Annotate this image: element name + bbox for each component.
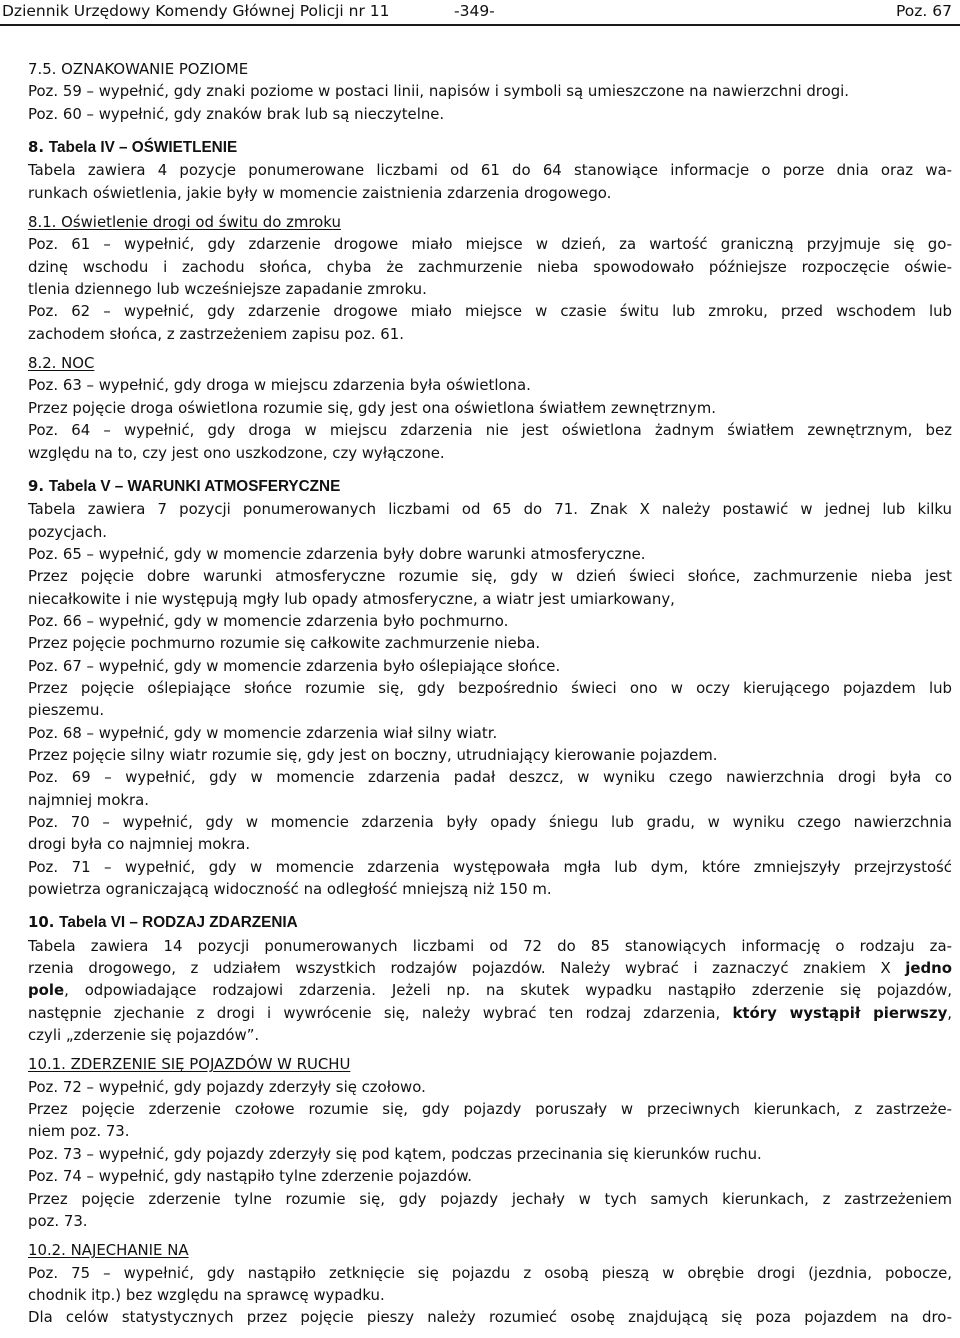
paragraph: niem poz. 73.: [28, 1122, 130, 1141]
paragraph: czyli „zderzenie się pojazdów”.: [28, 1026, 260, 1045]
section-heading: 10. Tabela VI – RODZAJ ZDARZENIA: [28, 913, 298, 932]
paragraph: Poz. 75 – wypełnić, gdy nastąpiło zetknięcie się pojazdu z osobą pieszą w obrębie drogi (jezdnia, pobocze,: [28, 1263, 952, 1282]
paragraph: Poz. 74 – wypełnić, gdy nastąpiło tylne zderzenie pojazdów.: [28, 1167, 473, 1186]
paragraph: dzinę wschodu i zachodu słońca, chyba że zachmurzenie nieba spowodowało późniejsze rozpoczęcie oświe-: [28, 257, 952, 276]
paragraph: tlenia dziennego lub wcześniejsze zapadanie zmroku.: [28, 280, 427, 299]
paragraph: chodnik itp.) bez względu na sprawcę wypadku.: [28, 1285, 385, 1304]
paragraph: najmniej mokra.: [28, 790, 150, 809]
subsection-heading: 10.1. ZDERZENIE SIĘ POJAZDÓW W RUCHU: [28, 1055, 351, 1074]
paragraph: runkach oświetlenia, jakie były w momencie zaistnienia zdarzenia drogowego.: [28, 183, 612, 202]
paragraph: powietrza ograniczającą widoczność na odległość mniejszą niż 150 m.: [28, 880, 552, 899]
subsection-heading: 10.2. NAJECHANIE NA: [28, 1241, 189, 1260]
paragraph: pole, odpowiadające rodzajowi zdarzenia. Jeżeli np. na skutek wypadku nastąpiło zderzenie się pojazdów,: [28, 981, 952, 1000]
paragraph: Poz. 60 – wypełnić, gdy znaków brak lub są nieczytelne.: [28, 104, 445, 123]
page-number: -349-: [454, 2, 495, 20]
paragraph: Przez pojęcie pochmurno rozumie się całkowite zachmurzenie nieba.: [28, 634, 541, 653]
paragraph: drogi była co najmniej mokra.: [28, 835, 251, 854]
paragraph: Przez pojęcie silny wiatr rozumie się, gdy jest on boczny, utrudniający kierowanie pojazdem.: [28, 745, 718, 764]
paragraph: Poz. 70 – wypełnić, gdy w momencie zdarzenia były opady śniegu lub gradu, w wyniku czego nawierzchnia: [28, 813, 952, 831]
journal-title: Dziennik Urzędowy Komendy Głównej Policji nr 11: [2, 2, 390, 20]
paragraph: niecałkowite i nie występują mgły lub opady atmosferyczne, a wiatr jest umiarkowany,: [28, 589, 675, 608]
paragraph: Tabela zawiera 7 pozycji ponumerowanych liczbami od 65 do 71. Znak X należy postawić w jednej lub kilku: [28, 500, 952, 519]
section-7-5: [28, 58, 952, 125]
paragraph: zachodem słońca, z zastrzeżeniem zapisu poz. 61.: [28, 324, 404, 343]
page-header: [0, 0, 960, 26]
paragraph: Poz. 61 – wypełnić, gdy zdarzenie drogowe miało miejsce w dzień, za wartość graniczną przyjmuje się go-: [28, 235, 952, 254]
paragraph: Poz. 63 – wypełnić, gdy droga w miejscu zdarzenia była oświetlona.: [28, 376, 531, 395]
document-body: [28, 58, 952, 1329]
paragraph: Poz. 64 – wypełnić, gdy droga w miejscu zdarzenia nie jest oświetlona żadnym światłem zewnętrznym, bez: [28, 421, 952, 440]
paragraph: Tabela zawiera 4 pozycje ponumerowane liczbami od 61 do 64 stanowiące informacje o porze dnia oraz wa-: [28, 161, 952, 180]
paragraph: względu na to, czy jest ono uszkodzone, czy wyłączone.: [28, 443, 445, 462]
paragraph: Poz. 67 – wypełnić, gdy w momencie zdarzenia było oślepiające słońce.: [28, 656, 561, 675]
paragraph: Poz. 72 – wypełnić, gdy pojazdy zderzyły się czołowo.: [28, 1077, 426, 1096]
paragraph: Poz. 73 – wypełnić, gdy pojazdy zderzyły się pod kątem, podczas przecinania się kierunków ruchu.: [28, 1144, 762, 1163]
section-heading: 8. Tabela IV – OŚWIETLENIE: [28, 138, 238, 157]
paragraph: Przez pojęcie droga oświetlona rozumie się, gdy jest ona oświetlona światłem zewnętrznym.: [28, 398, 716, 417]
paragraph: rzenia drogowego, z udziałem wszystkich rodzajów pojazdów. Należy wybrać i zaznaczyć znakiem X jedno: [28, 959, 952, 978]
paragraph: Przez pojęcie oślepiające słońce rozumie się, gdy bezpośrednio świeci ono w oczy kierującego pojazdem lub: [28, 678, 952, 697]
paragraph: pozycjach.: [28, 522, 107, 541]
paragraph: Przez pojęcie dobre warunki atmosferyczne rozumie się, gdy w dzień świeci słońce, zachmurzenie nieba jest: [28, 567, 952, 586]
paragraph: Poz. 66 – wypełnić, gdy w momencie zdarzenia było pochmurno.: [28, 611, 509, 630]
paragraph: Poz. 68 – wypełnić, gdy w momencie zdarzenia wiał silny wiatr.: [28, 723, 498, 742]
paragraph: Poz. 65 – wypełnić, gdy w momencie zdarzenia były dobre warunki atmosferyczne.: [28, 544, 646, 563]
paragraph: Tabela zawiera 14 pozycji ponumerowanych liczbami od 72 do 85 stanowiących informację o rodzaju za-: [28, 936, 952, 955]
position-number: Poz. 67: [896, 2, 952, 20]
section-heading: 7.5. OZNAKOWANIE POZIOME: [28, 60, 249, 78]
section-heading: 9. Tabela V – WARUNKI ATMOSFERYCZNE: [28, 476, 341, 495]
paragraph: Przez pojęcie zderzenie tylne rozumie się, gdy pojazdy jechały w tych samych kierunkach, z zastrzeżeniem: [28, 1189, 952, 1208]
paragraph: Przez pojęcie zderzenie czołowe rozumie się, gdy pojazdy poruszały w przeciwnych kierunkach, z zastrzeże-: [28, 1100, 952, 1119]
section-9: [28, 475, 952, 901]
paragraph: Poz. 71 – wypełnić, gdy w momencie zdarzenia występowała mgła lub dym, które zmniejszyły przejrzystość: [28, 857, 952, 876]
paragraph: Poz. 69 – wypełnić, gdy w momencie zdarzenia padał deszcz, w wyniku czego nawierzchnia drogi była co: [28, 768, 952, 787]
section-8: [28, 136, 952, 464]
subsection-heading: 8.1. Oświetlenie drogi od świtu do zmroku: [28, 213, 341, 232]
section-10: [28, 911, 952, 1328]
paragraph: następnie zjechanie z drogi i wywrócenie się, należy wybrać ten rodzaj zdarzenia, który wystąpił pierwszy,: [28, 1003, 953, 1022]
paragraph: Poz. 59 – wypełnić, gdy znaki poziome w postaci linii, napisów i symboli są umieszczone na nawierzchni drogi.: [28, 82, 850, 101]
paragraph: Poz. 62 – wypełnić, gdy zdarzenie drogowe miało miejsce w czasie świtu lub zmroku, przed wschodem lub: [28, 302, 952, 321]
paragraph: poz. 73.: [28, 1211, 88, 1230]
paragraph: pieszemu.: [28, 701, 105, 720]
subsection-heading: 8.2. NOC: [28, 354, 95, 373]
paragraph: Dla celów statystycznych przez pojęcie pieszy należy rozumieć osobę znajdującą się poza pojazdem na dro-: [28, 1308, 952, 1327]
